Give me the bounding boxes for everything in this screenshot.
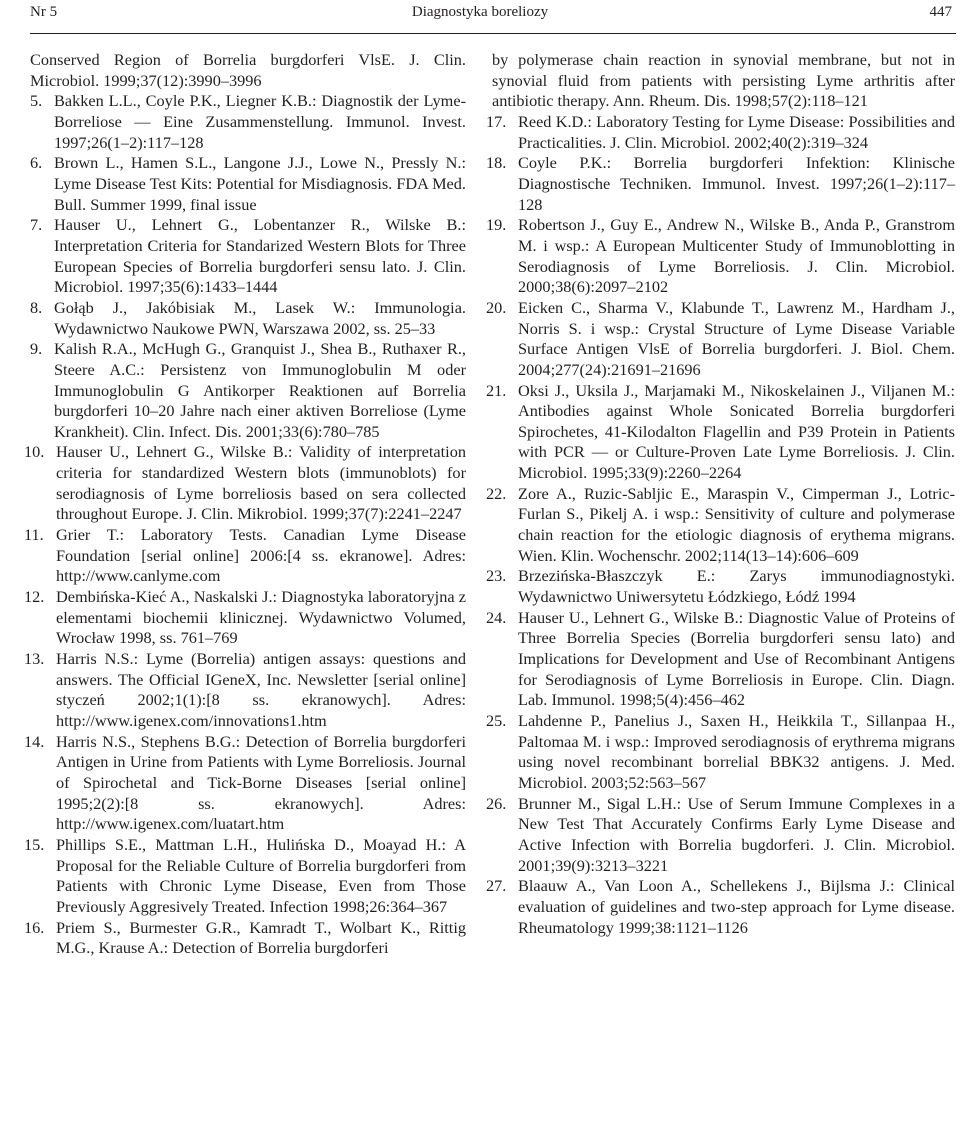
- reference-text: Brunner M., Sigal L.H.: Use of Serum Immune Complexes in a New Test That Accurately Confirms Early Lyme Disease and Active Infection with Borrelia bugdorferi. J. Clin. Microbiol. 2001;39(9):3213–3221: [518, 793, 955, 875]
- reference-entry: [486, 215, 955, 298]
- reference-entry: [30, 298, 466, 339]
- reference-text: Coyle P.K.: Borrelia burgdorferi Infektion: Klinische Diagnostische Techniken. Immunol. Invest. 1997;26(1–2):117–128: [518, 153, 955, 214]
- reference-number: 24.: [486, 607, 507, 627]
- reference-text: Conserved Region of Borrelia burgdorferi VlsE. J. Clin. Microbiol. 1999;37(12):3990–3996: [30, 50, 466, 90]
- reference-number: 13.: [24, 649, 45, 669]
- reference-text: Hauser U., Lehnert G., Lobentanzer R., Wilske B.: Interpretation Criteria for Standarized Western Blots for Three European Species of Borrelia burgdorferi sensu lato. J. Clin. Microbiol. 1997;35(6):1433–1444: [54, 215, 466, 297]
- running-title: Diagnostyka boreliozy: [411, 4, 549, 20]
- reference-text: Harris N.S., Stephens B.G.: Detection of Borrelia burgdorferi Antigen in Urine from Patients with Lyme Borreliosis. Journal of Spirochetal and Tick-Borne Diseases [serial online] 1995;2(2):[8 ss. ekranowych]. Adres: http://www.igenex.com/luatart.htm: [56, 731, 466, 834]
- reference-number: 20.: [486, 297, 507, 317]
- reference-text: Eicken C., Sharma V., Klabunde T., Lawrenz M., Hardham J., Norris S. i wsp.: Crystal Structure of Lyme Disease Variable Surface Antigen VlsE of Borrelia burgdorferi. J. Biol. Chem. 2004;277(24):21691–21696: [518, 297, 955, 379]
- reference-entry: [30, 91, 466, 153]
- reference-entry: [486, 380, 955, 484]
- reference-text: Blaauw A., Van Loon A., Schellekens J., Bijlsma J.: Clinical evaluation of guidelines and two-step approach for Lyme disease. Rheumatology 1999;38:1121–1126: [518, 876, 955, 937]
- reference-number: 9.: [30, 339, 43, 359]
- reference-number: 22.: [486, 483, 507, 503]
- reference-entry: [24, 525, 466, 587]
- reference-entry: [30, 153, 466, 215]
- reference-number: 14.: [24, 731, 45, 751]
- reference-number: 11.: [24, 525, 44, 545]
- reference-number: 6.: [30, 153, 43, 173]
- reference-entry: [486, 111, 955, 153]
- reference-text: Brzezińska-Błaszczyk E.: Zarys immunodiagnostyki. Wydawnictwo Uniwersytetu Łódzkiego, Łódź 1994: [518, 566, 955, 607]
- reference-number: 27.: [486, 876, 507, 896]
- reference-text: Priem S., Burmester G.R., Kamradt T., Wolbart K., Rittig M.G., Krause A.: Detection of Borrelia burgdorferi: [56, 917, 466, 958]
- reference-number: 23.: [486, 566, 507, 586]
- reference-entry: [24, 587, 466, 649]
- reference-entry: [486, 607, 955, 711]
- reference-number: 25.: [486, 711, 507, 730]
- reference-number: 17.: [486, 111, 507, 131]
- reference-entry: [486, 711, 955, 794]
- reference-text: Hauser U., Lehnert G., Wilske B.: Validity of interpretation criteria for standardized Western blots (immunoblots) for serodiagnosis of Lyme borreliosis based on sera collected throughout Europe. J. Clin. Mikrobiol. 1999;37(7):2241–2247: [56, 442, 466, 524]
- reference-text: Dembińska-Kieć A., Naskalski J.: Diagnostyka laboratoryjna z elementami biochemii klinicznej. Wydawnictwo Volumed, Wrocław 1998, ss. 761–769: [56, 587, 466, 648]
- reference-text: Kalish R.A., McHugh G., Granquist J., Shea B., Ruthaxer R., Steere A.C.: Persistenz von Immunoglobulin M oder Immunoglobulin G Antikorper Reaktionen auf Borrelia burgdorferi 10–20 Jahre nach einer aktiven Borreliose (Lyme Krankheit). Clin. Infect. Dis. 2001;33(6):780–785: [54, 339, 466, 441]
- reference-entry: [24, 917, 466, 959]
- reference-entry: [24, 649, 466, 732]
- reference-entry: [24, 442, 466, 525]
- reference-text: Oksi J., Uksila J., Marjamaki M., Nikoskelainen J., Viljanen M.: Antibodies against Whole Sonicated Borrelia burgdorferi Spirochetes, 41-Kilodalton Flagellin and P39 Protein in Patients with PCR — or Culture-Proven Late Lyme Borreliosis. J. Clin. Microbiol. 1995;33(9):2260–2264: [518, 380, 955, 483]
- reference-entry: [486, 793, 955, 877]
- reference-entry: [486, 566, 955, 607]
- reference-number: 10.: [24, 442, 45, 462]
- reference-entry: [24, 834, 466, 918]
- reference-entry: [30, 215, 466, 298]
- reference-number: 19.: [486, 215, 507, 235]
- reference-text: Brown L., Hamen S.L., Langone J.J., Lowe N., Pressly N.: Lyme Disease Test Kits: Potential for Misdiagnosis. FDA Med. Bull. Summer 1999, final issue: [54, 153, 466, 214]
- reference-entry: [30, 339, 466, 442]
- reference-number: 26.: [486, 793, 507, 813]
- reference-text: Harris N.S.: Lyme (Borrelia) antigen assays: questions and answers. The Official IGeneX, Inc. Newsletter [serial online] styczeń 2002;1(1):[8 ss. ekranowych]. Adres: http://www.igenex.com/innovations1.htm: [56, 649, 466, 730]
- reference-number: 12.: [24, 587, 45, 607]
- running-header: [0, 0, 960, 34]
- reference-text: Bakken L.L., Coyle P.K., Liegner K.B.: Diagnostik der Lyme-Borreliose — Eine Zusammenstellung. Immunol. Invest. 1997;26(1–2):117–128: [54, 91, 466, 152]
- reference-number: 15.: [24, 834, 45, 854]
- reference-number: 18.: [486, 153, 507, 173]
- issue-number: Nr 5: [30, 4, 58, 20]
- reference-entry: [486, 876, 955, 938]
- reference-text: Reed K.D.: Laboratory Testing for Lyme Disease: Possibilities and Practicalities. J. Clin. Microbiol. 2002;40(2):319–324: [518, 111, 955, 152]
- reference-text: Phillips S.E., Mattman L.H., Hulińska D., Moayad H.: A Proposal for the Reliable Culture of Borrelia burgdorferi from Patients with Chronic Lyme Disease, Even from Those Previously Aggresively Treated. Infection 1998;26:364–367: [56, 834, 466, 916]
- reference-text: Gołąb J., Jakóbisiak M., Lasek W.: Immunologia. Wydawnictwo Naukowe PWN, Warszawa 2002, ss. 25–33: [54, 297, 466, 338]
- reference-number: 5.: [30, 91, 43, 111]
- reference-text: Grier T.: Laboratory Tests. Canadian Lyme Disease Foundation [serial online] 2006:[4 ss. ekranowe]. Adres: http://www.canlyme.com: [56, 525, 466, 586]
- reference-continuation: [492, 50, 955, 112]
- header-rule: [30, 33, 956, 34]
- reference-entry: [486, 483, 955, 567]
- page-number: 447: [929, 4, 952, 20]
- reference-number: 7.: [30, 215, 43, 235]
- reference-text: by polymerase chain reaction in synovial membrane, but not in synovial fluid from patients with persisting Lyme arthritis after antibiotic therapy. Ann. Rheum. Dis. 1998;57(2):118–121: [492, 50, 955, 111]
- reference-number: 8.: [30, 297, 43, 317]
- reference-text: Robertson J., Guy E., Andrew N., Wilske B., Anda P., Granstrom M. i wsp.: A European Multicenter Study of Immunoblotting in Serodiagnosis of Lyme Borreliosis. J. Clin. Microbiol. 2000;38(6):2097–2102: [518, 215, 955, 297]
- reference-text: Lahdenne P., Panelius J., Saxen H., Heikkila T., Sillanpaa H., Paltomaa M. i wsp.: Improved serodiagnosis of erythrema migrans using novel recombinant borrelial BBK32 antigens. J. Med. Microbiol. 2003;52:563–567: [518, 711, 955, 792]
- reference-continuation: [30, 50, 466, 91]
- reference-entry: [486, 297, 955, 381]
- reference-entry: [486, 153, 955, 215]
- reference-number: 16.: [24, 917, 45, 937]
- references-right-column: [486, 50, 955, 938]
- reference-text: Zore A., Ruzic-Sabljic E., Maraspin V., Cimperman J., Lotric-Furlan S., Pikelj A. i wsp.: Sensitivity of culture and polymerase chain reaction for the etiologic diagnosis of erythema migrans. Wien. Klin. Wochenschr. 2002;114(13–14):606–609: [518, 483, 955, 565]
- reference-number: 21.: [486, 380, 507, 400]
- reference-text: Hauser U., Lehnert G., Wilske B.: Diagnostic Value of Proteins of Three Borrelia Species (Borrelia burgdorferi sensu lato) and Implications for Development and Use of Recombinant Antigens for Serodiagnosis of Lyme Borreliosis in Europe. Clin. Diagn. Lab. Immunol. 1998;5(4):456–462: [518, 607, 955, 710]
- references-left-column: [24, 50, 466, 959]
- reference-entry: [24, 731, 466, 835]
